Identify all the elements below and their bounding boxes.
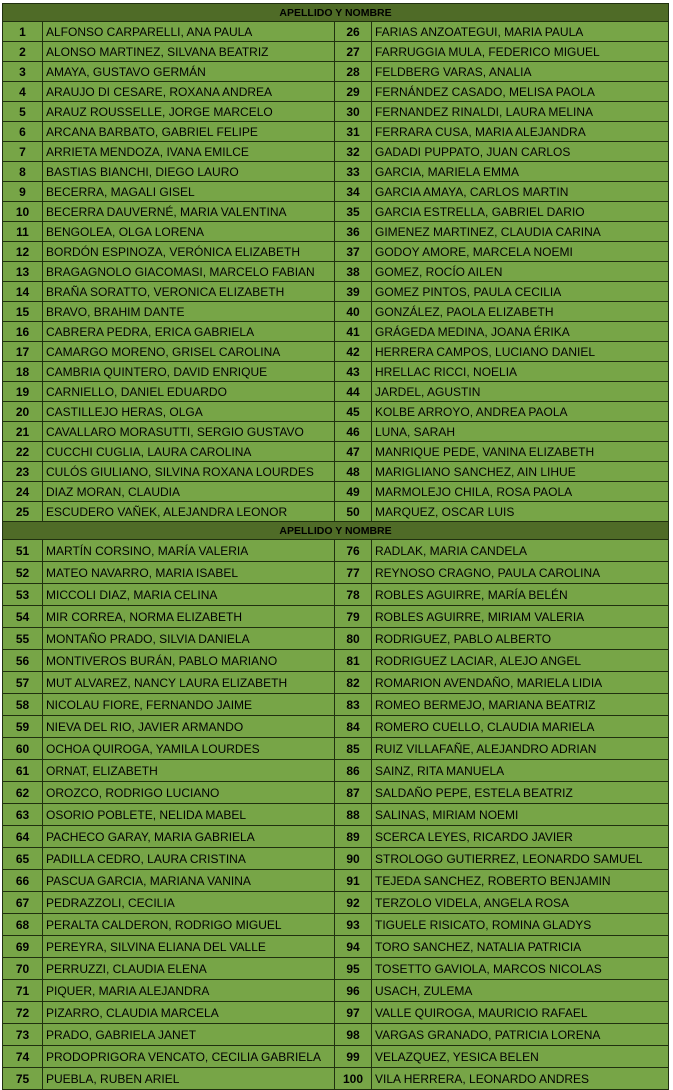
row-number-left: 54 xyxy=(3,606,43,628)
row-number-left: 59 xyxy=(3,716,43,738)
person-name-left: CAVALLARO MORASUTTI, SERGIO GUSTAVO xyxy=(43,422,335,442)
row-number-right: 37 xyxy=(335,242,372,262)
table-row xyxy=(3,42,669,62)
person-name-right: GRÁGEDA MEDINA, JOANA ÉRIKA xyxy=(372,322,669,342)
row-number-right: 100 xyxy=(335,1068,372,1090)
header-label: APELLIDO Y NOMBRE xyxy=(3,522,669,540)
row-number-left: 20 xyxy=(3,402,43,422)
person-name-left: CAMBRIA QUINTERO, DAVID ENRIQUE xyxy=(43,362,335,382)
row-number-left: 66 xyxy=(3,870,43,892)
row-number-left: 75 xyxy=(3,1068,43,1090)
person-name-right: ROBLES AGUIRRE, MIRIAM VALERIA xyxy=(372,606,669,628)
row-number-left: 57 xyxy=(3,672,43,694)
person-name-left: PERALTA CALDERON, RODRIGO MIGUEL xyxy=(43,914,335,936)
person-name-left: CASTILLEJO HERAS, OLGA xyxy=(43,402,335,422)
row-number-left: 21 xyxy=(3,422,43,442)
person-name-right: MARIGLIANO SANCHEZ, AIN LIHUE xyxy=(372,462,669,482)
person-name-right: VALLE QUIROGA, MAURICIO RAFAEL xyxy=(372,1002,669,1024)
table-row xyxy=(3,442,669,462)
person-name-left: ARAUZ ROUSSELLE, JORGE MARCELO xyxy=(43,102,335,122)
person-name-right: GARCIA AMAYA, CARLOS MARTIN xyxy=(372,182,669,202)
person-name-left: BASTIAS BIANCHI, DIEGO LAURO xyxy=(43,162,335,182)
row-number-left: 2 xyxy=(3,42,43,62)
person-name-right: FERNANDEZ RINALDI, LAURA MELINA xyxy=(372,102,669,122)
person-name-right: TIGUELE RISICATO, ROMINA GLADYS xyxy=(372,914,669,936)
person-name-right: ROBLES AGUIRRE, MARÍA BELÉN xyxy=(372,584,669,606)
table-header xyxy=(3,522,669,540)
row-number-left: 51 xyxy=(3,540,43,562)
person-name-left: PEDRAZZOLI, CECILIA xyxy=(43,892,335,914)
person-name-right: USACH, ZULEMA xyxy=(372,980,669,1002)
person-name-left: ARRIETA MENDOZA, IVANA EMILCE xyxy=(43,142,335,162)
person-name-left: CUCCHI CUGLIA, LAURA CAROLINA xyxy=(43,442,335,462)
person-name-left: DIAZ MORAN, CLAUDIA xyxy=(43,482,335,502)
table-row xyxy=(3,716,669,738)
table-row xyxy=(3,694,669,716)
person-name-right: GONZÁLEZ, PAOLA ELIZABETH xyxy=(372,302,669,322)
row-number-left: 53 xyxy=(3,584,43,606)
table-row xyxy=(3,502,669,522)
row-number-left: 13 xyxy=(3,262,43,282)
person-name-left: NICOLAU FIORE, FERNANDO JAIME xyxy=(43,694,335,716)
person-name-left: BRAGAGNOLO GIACOMASI, MARCELO FABIAN xyxy=(43,262,335,282)
person-name-left: PIZARRO, CLAUDIA MARCELA xyxy=(43,1002,335,1024)
person-name-right: ROMERO CUELLO, CLAUDIA MARIELA xyxy=(372,716,669,738)
person-name-left: OSORIO POBLETE, NELIDA MABEL xyxy=(43,804,335,826)
table-row xyxy=(3,422,669,442)
person-name-right: GIMENEZ MARTINEZ, CLAUDIA CARINA xyxy=(372,222,669,242)
person-name-right: RADLAK, MARIA CANDELA xyxy=(372,540,669,562)
row-number-right: 30 xyxy=(335,102,372,122)
person-name-left: MARTÍN CORSINO, MARÍA VALERIA xyxy=(43,540,335,562)
table-row xyxy=(3,322,669,342)
person-name-right: TORO SANCHEZ, NATALIA PATRICIA xyxy=(372,936,669,958)
person-name-right: MANRIQUE PEDE, VANINA ELIZABETH xyxy=(372,442,669,462)
person-name-right: GOMEZ, ROCÍO AILEN xyxy=(372,262,669,282)
person-name-right: FERNÁNDEZ CASADO, MELISA PAOLA xyxy=(372,82,669,102)
table-row xyxy=(3,362,669,382)
person-name-right: ROMARION AVENDAÑO, MARIELA LIDIA xyxy=(372,672,669,694)
table-row xyxy=(3,562,669,584)
table-row xyxy=(3,62,669,82)
person-name-right: GOMEZ PINTOS, PAULA CECILIA xyxy=(372,282,669,302)
row-number-right: 39 xyxy=(335,282,372,302)
row-number-right: 81 xyxy=(335,650,372,672)
row-number-right: 90 xyxy=(335,848,372,870)
person-name-right: REYNOSO CRAGNO, PAULA CAROLINA xyxy=(372,562,669,584)
row-number-left: 25 xyxy=(3,502,43,522)
person-name-left: OCHOA QUIROGA, YAMILA LOURDES xyxy=(43,738,335,760)
table-row xyxy=(3,826,669,848)
row-number-right: 35 xyxy=(335,202,372,222)
table-row xyxy=(3,672,669,694)
person-name-right: GARCIA, MARIELA EMMA xyxy=(372,162,669,182)
person-name-right: TERZOLO VIDELA, ANGELA ROSA xyxy=(372,892,669,914)
row-number-right: 42 xyxy=(335,342,372,362)
row-number-left: 61 xyxy=(3,760,43,782)
person-name-right: VELAZQUEZ, YESICA BELEN xyxy=(372,1046,669,1068)
person-name-left: PIQUER, MARIA ALEJANDRA xyxy=(43,980,335,1002)
person-name-left: PEREYRA, SILVINA ELIANA DEL VALLE xyxy=(43,936,335,958)
person-name-left: ALFONSO CARPARELLI, ANA PAULA xyxy=(43,22,335,42)
table-row xyxy=(3,980,669,1002)
row-number-right: 86 xyxy=(335,760,372,782)
person-name-left: BRAVO, BRAHIM DANTE xyxy=(43,302,335,322)
row-number-right: 85 xyxy=(335,738,372,760)
person-name-left: PASCUA GARCIA, MARIANA VANINA xyxy=(43,870,335,892)
table-row xyxy=(3,870,669,892)
table-row xyxy=(3,382,669,402)
person-name-right: FARIAS ANZOATEGUI, MARIA PAULA xyxy=(372,22,669,42)
table-row xyxy=(3,202,669,222)
person-name-left: MICCOLI DIAZ, MARIA CELINA xyxy=(43,584,335,606)
row-number-right: 32 xyxy=(335,142,372,162)
person-name-left: PACHECO GARAY, MARIA GABRIELA xyxy=(43,826,335,848)
row-number-left: 62 xyxy=(3,782,43,804)
row-number-left: 18 xyxy=(3,362,43,382)
row-number-left: 11 xyxy=(3,222,43,242)
person-name-right: RUIZ VILLAFAÑE, ALEJANDRO ADRIAN xyxy=(372,738,669,760)
row-number-right: 88 xyxy=(335,804,372,826)
table-row xyxy=(3,914,669,936)
row-number-right: 91 xyxy=(335,870,372,892)
table-row xyxy=(3,1068,669,1090)
table-row xyxy=(3,122,669,142)
row-number-left: 17 xyxy=(3,342,43,362)
row-number-right: 84 xyxy=(335,716,372,738)
row-number-left: 64 xyxy=(3,826,43,848)
row-number-right: 47 xyxy=(335,442,372,462)
person-name-right: STROLOGO GUTIERREZ, LEONARDO SAMUEL xyxy=(372,848,669,870)
row-number-right: 40 xyxy=(335,302,372,322)
table-row xyxy=(3,958,669,980)
row-number-right: 87 xyxy=(335,782,372,804)
row-number-left: 22 xyxy=(3,442,43,462)
row-number-left: 5 xyxy=(3,102,43,122)
person-name-right: MARMOLEJO CHILA, ROSA PAOLA xyxy=(372,482,669,502)
table-row xyxy=(3,142,669,162)
row-number-left: 12 xyxy=(3,242,43,262)
person-name-right: GODOY AMORE, MARCELA NOEMI xyxy=(372,242,669,262)
row-number-left: 69 xyxy=(3,936,43,958)
table-row xyxy=(3,262,669,282)
row-number-right: 96 xyxy=(335,980,372,1002)
row-number-left: 7 xyxy=(3,142,43,162)
header-label: APELLIDO Y NOMBRE xyxy=(3,4,669,22)
row-number-left: 23 xyxy=(3,462,43,482)
row-number-left: 58 xyxy=(3,694,43,716)
names-table-1 xyxy=(2,3,669,522)
person-name-left: NIEVA DEL RIO, JAVIER ARMANDO xyxy=(43,716,335,738)
row-number-right: 94 xyxy=(335,936,372,958)
row-number-left: 14 xyxy=(3,282,43,302)
person-name-left: PUEBLA, RUBEN ARIEL xyxy=(43,1068,335,1090)
row-number-left: 16 xyxy=(3,322,43,342)
row-number-left: 19 xyxy=(3,382,43,402)
table-row xyxy=(3,606,669,628)
person-name-left: MIR CORREA, NORMA ELIZABETH xyxy=(43,606,335,628)
table-row xyxy=(3,402,669,422)
row-number-left: 55 xyxy=(3,628,43,650)
row-number-right: 38 xyxy=(335,262,372,282)
row-number-left: 60 xyxy=(3,738,43,760)
person-name-right: RODRIGUEZ, PABLO ALBERTO xyxy=(372,628,669,650)
person-name-left: MUT ALVAREZ, NANCY LAURA ELIZABETH xyxy=(43,672,335,694)
table-row xyxy=(3,584,669,606)
person-name-left: BECERRA DAUVERNÉ, MARIA VALENTINA xyxy=(43,202,335,222)
row-number-right: 34 xyxy=(335,182,372,202)
row-number-left: 70 xyxy=(3,958,43,980)
table-row xyxy=(3,936,669,958)
table-row xyxy=(3,650,669,672)
person-name-right: KOLBE ARROYO, ANDREA PAOLA xyxy=(372,402,669,422)
row-number-right: 33 xyxy=(335,162,372,182)
row-number-left: 72 xyxy=(3,1002,43,1024)
row-number-right: 83 xyxy=(335,694,372,716)
row-number-right: 41 xyxy=(335,322,372,342)
row-number-right: 79 xyxy=(335,606,372,628)
table-row xyxy=(3,892,669,914)
person-name-right: HRELLAC RICCI, NOELIA xyxy=(372,362,669,382)
person-name-left: BENGOLEA, OLGA LORENA xyxy=(43,222,335,242)
person-name-left: BECERRA, MAGALI GISEL xyxy=(43,182,335,202)
row-number-left: 71 xyxy=(3,980,43,1002)
person-name-left: AMAYA, GUSTAVO GERMÁN xyxy=(43,62,335,82)
table-row xyxy=(3,222,669,242)
row-number-right: 98 xyxy=(335,1024,372,1046)
row-number-right: 31 xyxy=(335,122,372,142)
person-name-left: MONTIVEROS BURÁN, PABLO MARIANO xyxy=(43,650,335,672)
person-name-right: SALDAÑO PEPE, ESTELA BEATRIZ xyxy=(372,782,669,804)
person-name-right: HERRERA CAMPOS, LUCIANO DANIEL xyxy=(372,342,669,362)
row-number-left: 10 xyxy=(3,202,43,222)
row-number-left: 9 xyxy=(3,182,43,202)
row-number-right: 93 xyxy=(335,914,372,936)
person-name-right: TEJEDA SANCHEZ, ROBERTO BENJAMIN xyxy=(372,870,669,892)
person-name-left: BORDÓN ESPINOZA, VERÓNICA ELIZABETH xyxy=(43,242,335,262)
person-name-right: ROMEO BERMEJO, MARIANA BEATRIZ xyxy=(372,694,669,716)
table-row xyxy=(3,540,669,562)
table-row xyxy=(3,302,669,322)
table-row xyxy=(3,462,669,482)
row-number-left: 6 xyxy=(3,122,43,142)
table-row xyxy=(3,738,669,760)
person-name-left: PRADO, GABRIELA JANET xyxy=(43,1024,335,1046)
table-row xyxy=(3,282,669,302)
row-number-left: 65 xyxy=(3,848,43,870)
person-name-left: MONTAÑO PRADO, SILVIA DANIELA xyxy=(43,628,335,650)
row-number-left: 63 xyxy=(3,804,43,826)
row-number-left: 73 xyxy=(3,1024,43,1046)
row-number-right: 80 xyxy=(335,628,372,650)
person-name-right: TOSETTO GAVIOLA, MARCOS NICOLAS xyxy=(372,958,669,980)
row-number-left: 56 xyxy=(3,650,43,672)
table-row xyxy=(3,102,669,122)
person-name-left: BRAÑA SORATTO, VERONICA ELIZABETH xyxy=(43,282,335,302)
person-name-right: SCERCA LEYES, RICARDO JAVIER xyxy=(372,826,669,848)
row-number-right: 26 xyxy=(335,22,372,42)
row-number-left: 68 xyxy=(3,914,43,936)
table-row xyxy=(3,482,669,502)
table-row xyxy=(3,1046,669,1068)
person-name-right: FERRARA CUSA, MARIA ALEJANDRA xyxy=(372,122,669,142)
table-row xyxy=(3,760,669,782)
row-number-right: 49 xyxy=(335,482,372,502)
row-number-right: 82 xyxy=(335,672,372,694)
table-row xyxy=(3,162,669,182)
row-number-right: 45 xyxy=(335,402,372,422)
person-name-left: PRODOPRIGORA VENCATO, CECILIA GABRIELA xyxy=(43,1046,335,1068)
row-number-left: 74 xyxy=(3,1046,43,1068)
row-number-right: 95 xyxy=(335,958,372,980)
row-number-left: 24 xyxy=(3,482,43,502)
row-number-right: 92 xyxy=(335,892,372,914)
row-number-right: 97 xyxy=(335,1002,372,1024)
person-name-right: JARDEL, AGUSTIN xyxy=(372,382,669,402)
person-name-right: SAINZ, RITA MANUELA xyxy=(372,760,669,782)
row-number-left: 67 xyxy=(3,892,43,914)
row-number-left: 15 xyxy=(3,302,43,322)
row-number-right: 27 xyxy=(335,42,372,62)
person-name-left: ARCANA BARBATO, GABRIEL FELIPE xyxy=(43,122,335,142)
row-number-right: 76 xyxy=(335,540,372,562)
person-name-left: CABRERA PEDRA, ERICA GABRIELA xyxy=(43,322,335,342)
person-name-left: MATEO NAVARRO, MARIA ISABEL xyxy=(43,562,335,584)
table-row xyxy=(3,182,669,202)
person-name-right: FARRUGGIA MULA, FEDERICO MIGUEL xyxy=(372,42,669,62)
person-name-right: LUNA, SARAH xyxy=(372,422,669,442)
row-number-right: 28 xyxy=(335,62,372,82)
row-number-right: 89 xyxy=(335,826,372,848)
person-name-left: CAMARGO MORENO, GRISEL CAROLINA xyxy=(43,342,335,362)
person-name-left: CARNIELLO, DANIEL EDUARDO xyxy=(43,382,335,402)
row-number-right: 43 xyxy=(335,362,372,382)
names-table-2 xyxy=(2,521,669,1090)
table-header xyxy=(3,4,669,22)
person-name-right: RODRIGUEZ LACIAR, ALEJO ANGEL xyxy=(372,650,669,672)
table-row xyxy=(3,1024,669,1046)
table-row xyxy=(3,628,669,650)
row-number-right: 50 xyxy=(335,502,372,522)
row-number-right: 29 xyxy=(335,82,372,102)
person-name-right: GARCIA ESTRELLA, GABRIEL DARIO xyxy=(372,202,669,222)
row-number-left: 52 xyxy=(3,562,43,584)
table-row xyxy=(3,82,669,102)
person-name-left: PERRUZZI, CLAUDIA ELENA xyxy=(43,958,335,980)
person-name-left: ALONSO MARTINEZ, SILVANA BEATRIZ xyxy=(43,42,335,62)
person-name-left: ESCUDERO VAÑEK, ALEJANDRA LEONOR xyxy=(43,502,335,522)
row-number-left: 4 xyxy=(3,82,43,102)
table-row xyxy=(3,342,669,362)
table-row xyxy=(3,1002,669,1024)
table-row xyxy=(3,782,669,804)
person-name-right: GADADI PUPPATO, JUAN CARLOS xyxy=(372,142,669,162)
table-row xyxy=(3,242,669,262)
person-name-right: MARQUEZ, OSCAR LUIS xyxy=(372,502,669,522)
person-name-left: OROZCO, RODRIGO LUCIANO xyxy=(43,782,335,804)
row-number-left: 3 xyxy=(3,62,43,82)
person-name-left: PADILLA CEDRO, LAURA CRISTINA xyxy=(43,848,335,870)
row-number-right: 44 xyxy=(335,382,372,402)
table-row xyxy=(3,22,669,42)
row-number-right: 77 xyxy=(335,562,372,584)
row-number-right: 48 xyxy=(335,462,372,482)
person-name-right: VARGAS GRANADO, PATRICIA LORENA xyxy=(372,1024,669,1046)
person-name-right: SALINAS, MIRIAM NOEMI xyxy=(372,804,669,826)
row-number-right: 46 xyxy=(335,422,372,442)
row-number-left: 1 xyxy=(3,22,43,42)
person-name-right: FELDBERG VARAS, ANALIA xyxy=(372,62,669,82)
table-row xyxy=(3,848,669,870)
row-number-right: 99 xyxy=(335,1046,372,1068)
row-number-left: 8 xyxy=(3,162,43,182)
person-name-left: CULÓS GIULIANO, SILVINA ROXANA LOURDES xyxy=(43,462,335,482)
person-name-right: VILA HERRERA, LEONARDO ANDRES xyxy=(372,1068,669,1090)
person-name-left: ARAUJO DI CESARE, ROXANA ANDREA xyxy=(43,82,335,102)
row-number-right: 36 xyxy=(335,222,372,242)
table-row xyxy=(3,804,669,826)
row-number-right: 78 xyxy=(335,584,372,606)
person-name-left: ORNAT, ELIZABETH xyxy=(43,760,335,782)
